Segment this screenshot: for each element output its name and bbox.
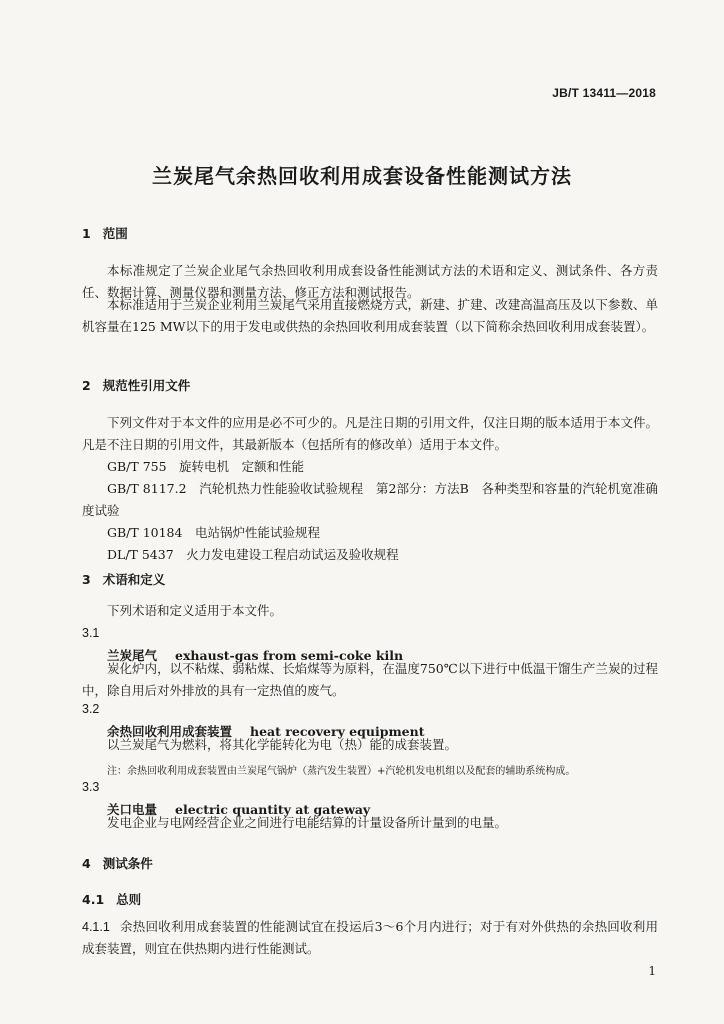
section-2-para-1: 下列文件对于本文件的应用是必不可少的。凡是注日期的引用文件，仅注日期的版本适用于本文件。凡是不注日期的引用文件，其最新版本（包括所有的修改单）适用于本文件。 <box>82 415 658 452</box>
section-3-intro: 下列术语和定义适用于本文件。 <box>107 603 283 618</box>
section-title: 测试条件 <box>102 856 153 871</box>
reference-item: GB/T 755 旋转电机 定额和性能 <box>107 459 305 474</box>
term-zh: 关口电量 <box>107 802 158 817</box>
subsection-number: 4.1 <box>82 892 105 907</box>
term-number: 3.1 <box>82 626 100 640</box>
standard-code: JB/T 13411—2018 <box>552 86 656 100</box>
section-1-heading <box>82 224 128 242</box>
term-definition: 发电企业与电网经营企业之间进行电能结算的计量设备所计量到的电量。 <box>107 815 508 830</box>
term-zh: 余热回收利用成套装置 <box>107 724 233 739</box>
section-1-para-2: 本标准适用于兰炭企业利用兰炭尾气采用直接燃烧方式，新建、扩建、改建高温高压及以下参数、单机容量在125 MW以下的用于发电或供热的余热回收利用成套装置（以下简称余热回收利用成套装置）。 <box>82 297 658 334</box>
term-note: 注：余热回收利用成套装置由兰炭尾气锅炉（蒸汽发生装置）+汽轮机发电机组以及配套的辅助系统构成。 <box>107 766 576 777</box>
term-en: electric quantity at gateway <box>175 802 371 817</box>
section-number: 3 <box>82 572 91 587</box>
term-number: 3.2 <box>82 702 100 716</box>
section-number: 4 <box>82 856 91 871</box>
term-en: heat recovery equipment <box>250 724 425 739</box>
clause-text: 余热回收利用成套装置的性能测试宜在投运后3～6个月内进行；对于有对外供热的余热回收利用成套装置，则宜在供热期内进行性能测试。 <box>82 919 658 956</box>
section-number: 2 <box>82 378 91 393</box>
section-4-heading <box>82 854 153 872</box>
reference-item: DL/T 5437 火力发电建设工程启动试运及验收规程 <box>107 547 399 562</box>
reference-item: GB/T 8117.2 汽轮机热力性能验收试验规程 第2部分：方法B 各种类型和容量的汽轮机宽准确度试验 <box>82 481 658 518</box>
section-title: 术语和定义 <box>102 572 166 587</box>
term-number: 3.3 <box>82 780 100 794</box>
reference-item: GB/T 10184 电站锅炉性能试验规程 <box>107 525 320 540</box>
section-2-heading <box>82 376 190 394</box>
clause-4-1-1 <box>82 916 658 960</box>
subsection-title: 总则 <box>116 892 142 907</box>
section-1-para-1: 本标准规定了兰炭企业尾气余热回收利用成套设备性能测试方法的术语和定义、测试条件、各方责任、数据计算、测量仪器和测量方法、修正方法和测试报告。 <box>82 263 658 300</box>
term-zh: 兰炭尾气 <box>107 648 158 663</box>
document-title: 兰炭尾气余热回收利用成套设备性能测试方法 <box>152 164 572 188</box>
subsection-4-1-heading <box>82 890 141 908</box>
section-title: 范围 <box>102 226 128 241</box>
term-en: exhaust-gas from semi-coke kiln <box>175 648 404 663</box>
term-definition: 炭化炉内，以不粘煤、弱粘煤、长焰煤等为原料，在温度750℃以下进行中低温干馏生产兰炭的过程中，除自用后对外排放的具有一定热值的废气。 <box>82 661 658 698</box>
section-3-heading <box>82 570 165 588</box>
term-definition: 以兰炭尾气为燃料，将其化学能转化为电（热）能的成套装置。 <box>107 737 458 752</box>
page-number: 1 <box>648 964 656 978</box>
section-number: 1 <box>82 226 91 241</box>
clause-number: 4.1.1 <box>82 920 110 934</box>
section-title: 规范性引用文件 <box>102 378 191 393</box>
